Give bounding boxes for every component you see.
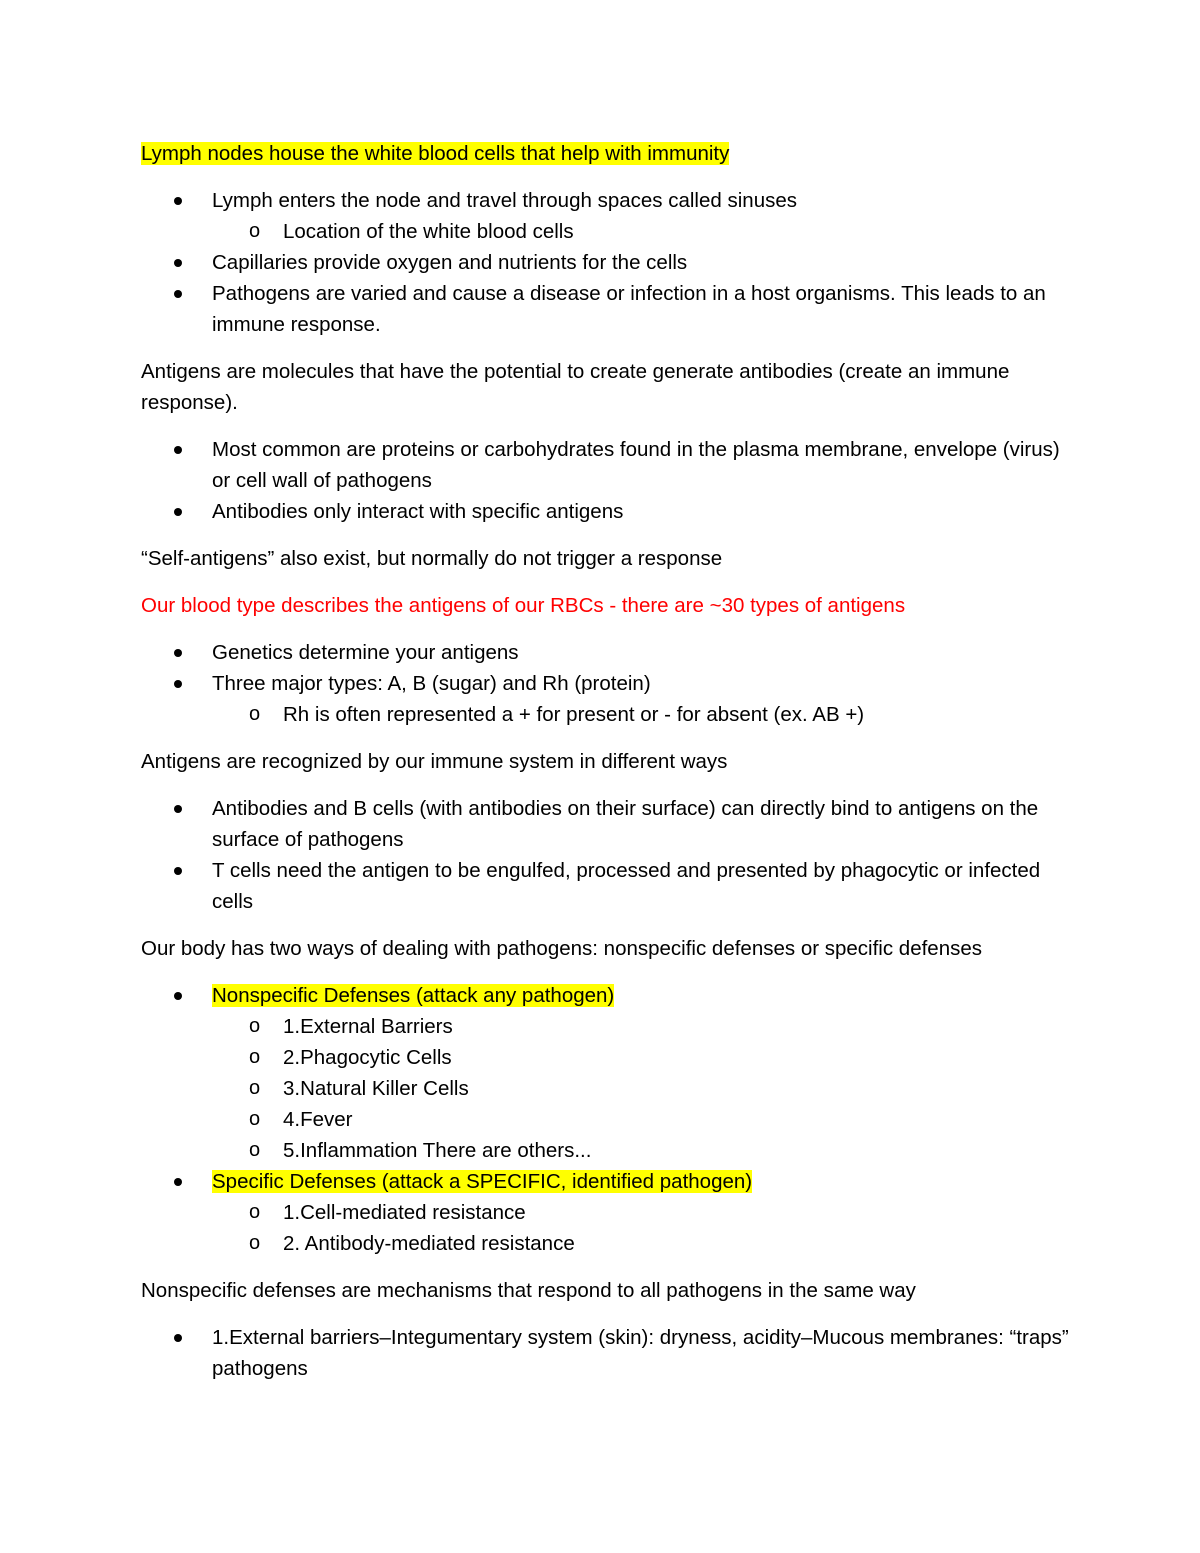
list-item	[141, 1322, 1071, 1384]
circle-bullet-icon: o	[249, 1015, 261, 1037]
list-item-text: Genetics determine your antigens	[212, 641, 519, 664]
bullet-icon	[174, 649, 182, 657]
sub-list-item	[212, 1135, 1071, 1166]
highlighted-text: Nonspecific Defenses (attack any pathogen)	[212, 984, 615, 1007]
list-item-text: Antibodies and B cells (with antibodies on their surface) can directly bind to antigens on the surface of pathogens	[212, 797, 1039, 851]
list-item	[141, 247, 1071, 278]
highlighted-text: Specific Defenses (attack a SPECIFIC, identified pathogen)	[212, 1170, 753, 1193]
sub-list-item-text: 1.External Barriers	[283, 1015, 453, 1038]
list-item	[141, 793, 1071, 855]
bullet-icon	[174, 1178, 182, 1186]
list-item-text: Three major types: A, B (sugar) and Rh (protein)	[212, 672, 651, 695]
sub-list-item	[212, 1228, 1071, 1259]
list-item-text: Capillaries provide oxygen and nutrients for the cells	[212, 251, 688, 274]
list-item	[141, 1166, 1071, 1259]
sub-list-item	[212, 699, 1071, 730]
bullet-list	[141, 185, 1071, 340]
list-item	[141, 434, 1071, 496]
section-heading-antigens: Antigens are molecules that have the potential to create generate antibodies (create an immune response).	[141, 360, 1010, 414]
section-heading-blood-type: Our blood type describes the antigens of our RBCs - there are ~30 types of antigens	[141, 594, 906, 617]
list-item	[141, 855, 1071, 917]
section-heading-recognition: Antigens are recognized by our immune system in different ways	[141, 750, 728, 773]
sub-list-item	[212, 1073, 1071, 1104]
sub-list-item	[212, 1011, 1071, 1042]
bullet-list	[141, 434, 1071, 527]
sub-list-item	[212, 216, 1071, 247]
sub-list-item-text: 5.Inflammation There are others...	[283, 1139, 592, 1162]
list-item-text: Lymph enters the node and travel through spaces called sinuses	[212, 189, 797, 212]
bullet-icon	[174, 1334, 182, 1342]
list-item-text: Antibodies only interact with specific antigens	[212, 500, 624, 523]
list-item	[141, 278, 1071, 340]
circle-bullet-icon: o	[249, 703, 261, 725]
sub-list-item-text: 4.Fever	[283, 1108, 353, 1131]
circle-bullet-icon: o	[249, 220, 261, 242]
bullet-icon	[174, 805, 182, 813]
circle-bullet-icon: o	[249, 1077, 261, 1099]
circle-bullet-icon: o	[249, 1046, 261, 1068]
sub-list-item-text: Location of the white blood cells	[283, 220, 574, 243]
section-heading-defenses: Our body has two ways of dealing with pathogens: nonspecific defenses or specific defenses	[141, 937, 982, 960]
sub-list-item	[212, 1042, 1071, 1073]
sub-list	[212, 1011, 1071, 1166]
list-item-text: Most common are proteins or carbohydrates found in the plasma membrane, envelope (virus) or cell wall of pathogens	[212, 438, 1060, 492]
list-item-text: Pathogens are varied and cause a disease or infection in a host organisms. This leads to an immune response.	[212, 282, 1046, 336]
bullet-list	[141, 980, 1071, 1259]
bullet-icon	[174, 290, 182, 298]
document-page	[141, 138, 1071, 1400]
bullet-list	[141, 637, 1071, 730]
bullet-icon	[174, 992, 182, 1000]
sub-list-item-text: 3.Natural Killer Cells	[283, 1077, 469, 1100]
self-antigens-note: “Self-antigens” also exist, but normally do not trigger a response	[141, 547, 723, 570]
bullet-icon	[174, 867, 182, 875]
circle-bullet-icon: o	[249, 1108, 261, 1130]
list-item	[141, 980, 1071, 1166]
list-item	[141, 668, 1071, 730]
bullet-icon	[174, 680, 182, 688]
bullet-list	[141, 1322, 1071, 1384]
sub-list-item-text: Rh is often represented a + for present or - for absent (ex. AB +)	[283, 703, 865, 726]
section-heading-lymph-nodes	[141, 138, 1071, 169]
list-item-text: T cells need the antigen to be engulfed, processed and presented by phagocytic or infected cells	[212, 859, 1041, 913]
circle-bullet-icon: o	[249, 1139, 261, 1161]
bullet-icon	[174, 446, 182, 454]
list-item	[141, 637, 1071, 668]
sub-list	[212, 699, 1071, 730]
list-item	[141, 185, 1071, 247]
sub-list	[212, 216, 1071, 247]
bullet-list	[141, 793, 1071, 917]
sub-list-item-text: 2.Phagocytic Cells	[283, 1046, 452, 1069]
circle-bullet-icon: o	[249, 1232, 261, 1254]
list-item-text: 1.External barriers–Integumentary system (skin): dryness, acidity–Mucous membranes: “traps” pathogens	[212, 1326, 1069, 1380]
sub-list	[212, 1197, 1071, 1259]
sub-list-item-text: 1.Cell-mediated resistance	[283, 1201, 526, 1224]
list-item	[141, 496, 1071, 527]
sub-list-item	[212, 1197, 1071, 1228]
bullet-icon	[174, 197, 182, 205]
sub-list-item	[212, 1104, 1071, 1135]
bullet-icon	[174, 259, 182, 267]
sub-list-item-text: 2. Antibody-mediated resistance	[283, 1232, 575, 1255]
bullet-icon	[174, 508, 182, 516]
highlighted-text: Lymph nodes house the white blood cells that help with immunity	[141, 142, 730, 165]
circle-bullet-icon: o	[249, 1201, 261, 1223]
section-heading-nonspecific: Nonspecific defenses are mechanisms that respond to all pathogens in the same way	[141, 1279, 916, 1302]
